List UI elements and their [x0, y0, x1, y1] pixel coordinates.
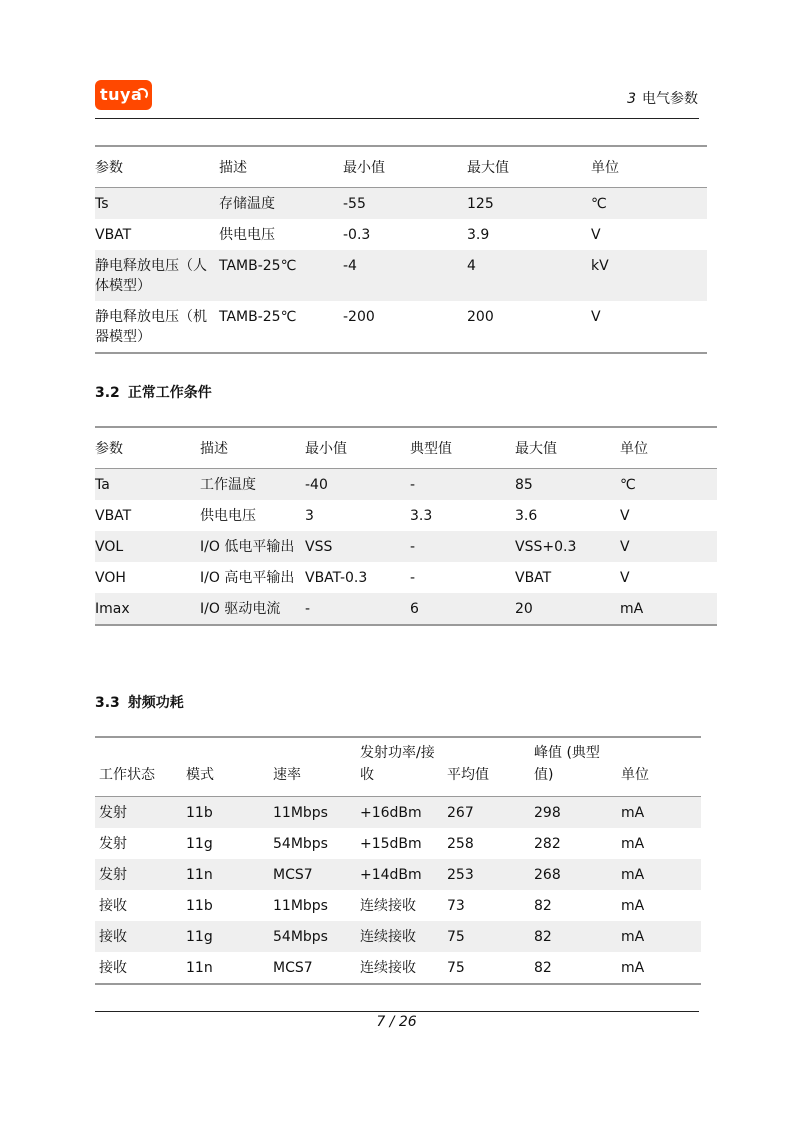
- column-header: 平均值: [447, 767, 489, 783]
- header-section-name: 电气参数: [642, 91, 698, 107]
- section-heading-3-3: [95, 692, 184, 712]
- cell-unit: mA: [620, 593, 717, 625]
- logo-text: tuya: [100, 85, 143, 104]
- cell-peak: 82: [530, 921, 617, 952]
- section-title: 正常工作条件: [127, 385, 212, 401]
- column-header: 最小值: [343, 160, 385, 176]
- cell-param: Imax: [95, 593, 200, 625]
- cell-max: 200: [467, 309, 494, 325]
- column-header: 发射功率/接收: [360, 745, 435, 783]
- cell-unit: V: [591, 309, 601, 325]
- cell-min: -0.3: [343, 227, 371, 243]
- cell-mode: 11b: [186, 898, 213, 914]
- cell-unit: kV: [591, 250, 707, 301]
- table-header-row: [95, 427, 717, 469]
- cell-state: 发射: [95, 859, 182, 890]
- cell-unit: mA: [621, 898, 645, 914]
- cell-rate: 11Mbps: [273, 898, 328, 914]
- cell-unit: mA: [617, 797, 701, 829]
- table-header-row: [95, 146, 707, 188]
- cell-mode: 11g: [186, 836, 213, 852]
- cell-rate: MCS7: [269, 859, 356, 890]
- cell-param: VBAT: [95, 508, 132, 524]
- operating-conditions-table: [95, 426, 717, 626]
- cell-power: +15dBm: [360, 836, 422, 852]
- abs-max-ratings-table: [95, 145, 707, 354]
- column-header: 参数: [95, 160, 123, 176]
- cell-peak: 268: [530, 859, 617, 890]
- column-header: 工作状态: [99, 767, 155, 783]
- cell-desc: I/O 高电平输出: [200, 570, 295, 586]
- cell-min: VSS: [305, 531, 410, 562]
- cell-avg: 253: [443, 859, 530, 890]
- rf-power-table: [95, 736, 701, 985]
- table-row: [95, 828, 701, 859]
- cell-unit: mA: [617, 859, 701, 890]
- cell-typ: -: [410, 570, 416, 586]
- cell-unit: mA: [621, 836, 645, 852]
- running-header: [627, 88, 698, 108]
- cell-state: 接收: [99, 960, 127, 976]
- cell-min: -4: [343, 250, 467, 301]
- column-header: 最大值: [515, 441, 557, 457]
- column-header: 模式: [186, 767, 214, 783]
- cell-min: VBAT-0.3: [305, 570, 368, 586]
- cell-avg: 258: [447, 836, 474, 852]
- cell-max: 20: [515, 593, 620, 625]
- table-row: [95, 500, 717, 531]
- cell-desc: 供电电压: [200, 508, 256, 524]
- cell-desc: I/O 低电平输出: [200, 531, 305, 562]
- column-header: 最大值: [467, 160, 509, 176]
- cell-mode: 11n: [182, 859, 269, 890]
- cell-avg: 75: [443, 921, 530, 952]
- cell-param: VBAT: [95, 227, 132, 243]
- cell-unit: mA: [621, 960, 645, 976]
- table-row: [95, 921, 701, 952]
- column-header: 最小值: [305, 441, 347, 457]
- cell-typ: 6: [410, 593, 515, 625]
- column-header: 单位: [621, 767, 649, 783]
- cell-mode: 11n: [186, 960, 213, 976]
- cell-min: -: [305, 593, 410, 625]
- cell-mode: 11g: [182, 921, 269, 952]
- section-heading-3-2: [95, 382, 212, 402]
- header-rule: [95, 118, 699, 119]
- cell-peak: 82: [534, 898, 552, 914]
- cell-avg: 73: [447, 898, 465, 914]
- cell-unit: V: [620, 508, 630, 524]
- cell-param: Ts: [95, 188, 219, 220]
- cell-unit: ℃: [620, 469, 717, 501]
- cell-max: VBAT: [515, 570, 552, 586]
- cell-avg: 75: [447, 960, 465, 976]
- cell-rate: 11Mbps: [269, 797, 356, 829]
- table-row: [95, 219, 707, 250]
- cell-power: +14dBm: [356, 859, 443, 890]
- table-row: [95, 301, 707, 353]
- tuya-logo: [95, 80, 152, 110]
- column-header: 速率: [273, 767, 301, 783]
- table-row: [95, 952, 701, 984]
- table-row: [95, 562, 717, 593]
- table-row: [95, 593, 717, 625]
- cell-max: 4: [467, 250, 591, 301]
- cell-max: 3.9: [467, 227, 490, 243]
- cell-state: 接收: [95, 921, 182, 952]
- cell-param: VOL: [95, 531, 200, 562]
- cell-max: 85: [515, 469, 620, 501]
- cell-desc: TAMB-25℃: [219, 309, 297, 325]
- cell-param: 静电释放电压（机器模型）: [95, 309, 207, 345]
- table-row: [95, 469, 717, 501]
- cell-peak: 282: [534, 836, 561, 852]
- column-header: 描述: [219, 160, 247, 176]
- column-header: 描述: [200, 441, 228, 457]
- table-row: [95, 797, 701, 829]
- cell-desc: 供电电压: [219, 227, 275, 243]
- cell-min: -200: [343, 309, 375, 325]
- cell-state: 发射: [99, 836, 127, 852]
- cell-state: 发射: [95, 797, 182, 829]
- cell-power: 连续接收: [356, 921, 443, 952]
- cell-unit: ℃: [591, 188, 707, 220]
- table-row: [95, 890, 701, 921]
- cell-max: 3.6: [515, 508, 538, 524]
- cell-max: 125: [467, 188, 591, 220]
- cell-desc: 工作温度: [200, 469, 305, 501]
- column-header: 单位: [591, 160, 619, 176]
- cell-typ: 3.3: [410, 508, 433, 524]
- cell-peak: 298: [530, 797, 617, 829]
- cell-unit: V: [620, 570, 630, 586]
- cell-power: +16dBm: [356, 797, 443, 829]
- cell-typ: -: [410, 469, 515, 501]
- cell-typ: -: [410, 531, 515, 562]
- cell-max: VSS+0.3: [515, 531, 620, 562]
- cell-param: Ta: [95, 469, 200, 501]
- cell-power: 连续接收: [360, 960, 416, 976]
- footer-rule: [95, 1011, 699, 1012]
- cell-mode: 11b: [182, 797, 269, 829]
- column-header: 峰值 (典型值): [534, 745, 600, 783]
- logo-arc-icon: [136, 88, 148, 100]
- cell-desc: I/O 驱动电流: [200, 593, 305, 625]
- cell-min: -55: [343, 188, 467, 220]
- section-number: 3.3: [95, 695, 120, 711]
- cell-power: 连续接收: [360, 898, 416, 914]
- cell-unit: V: [591, 227, 601, 243]
- cell-avg: 267: [443, 797, 530, 829]
- table-header-row: [95, 737, 701, 797]
- cell-min: 3: [305, 508, 314, 524]
- cell-param: 静电释放电压（人体模型）: [95, 250, 219, 301]
- cell-rate: 54Mbps: [269, 921, 356, 952]
- header-section-number: 3: [627, 91, 636, 107]
- cell-desc: 存储温度: [219, 188, 343, 220]
- section-number: 3.2: [95, 385, 120, 401]
- cell-rate: 54Mbps: [273, 836, 328, 852]
- cell-unit: V: [620, 531, 717, 562]
- cell-min: -40: [305, 469, 410, 501]
- cell-state: 接收: [99, 898, 127, 914]
- cell-param: VOH: [95, 570, 126, 586]
- cell-desc: TAMB-25℃: [219, 250, 343, 301]
- column-header: 典型值: [410, 441, 452, 457]
- column-header: 参数: [95, 441, 123, 457]
- page-number: 7 / 26: [376, 1014, 417, 1030]
- column-header: 单位: [620, 441, 648, 457]
- table-row: [95, 250, 707, 301]
- cell-peak: 82: [534, 960, 552, 976]
- cell-rate: MCS7: [273, 960, 313, 976]
- table-row: [95, 859, 701, 890]
- table-row: [95, 188, 707, 220]
- section-title: 射频功耗: [127, 695, 184, 711]
- cell-unit: mA: [617, 921, 701, 952]
- table-row: [95, 531, 717, 562]
